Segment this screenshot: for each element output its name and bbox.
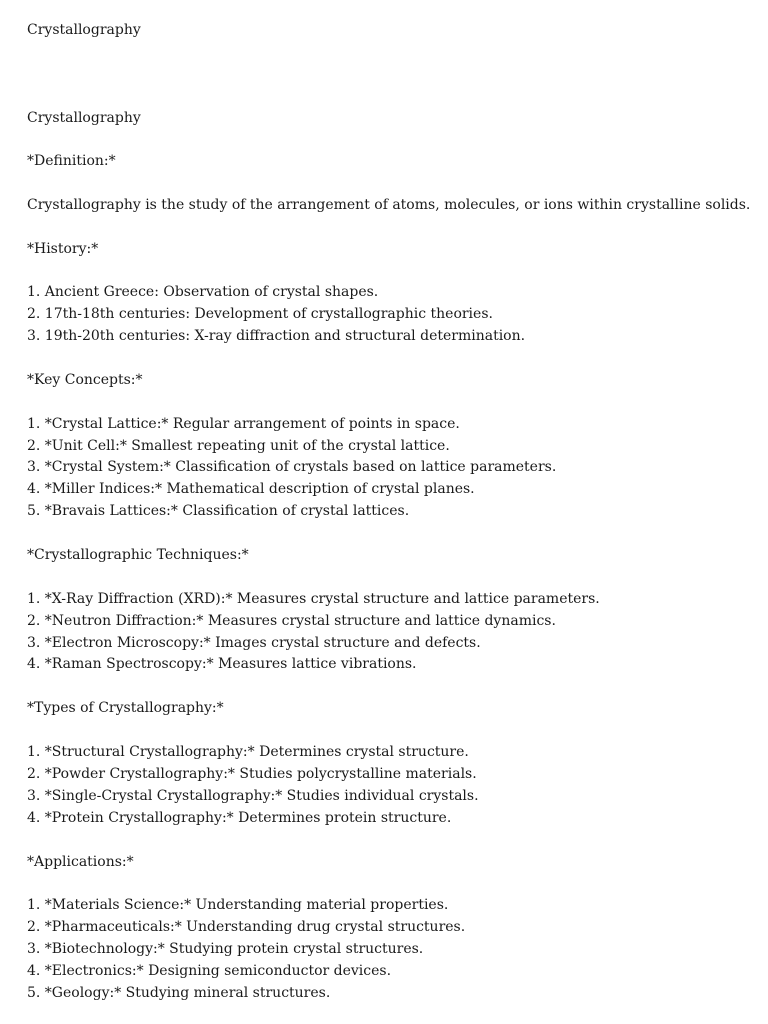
techniques-heading: *Crystallographic Techniques:* [27,547,249,564]
list-item: 3. *Electron Microscopy:* Images crystal structure and defects. [27,634,481,651]
spacer [27,173,747,195]
document-body [27,151,751,1005]
list-item: 4. *Raman Spectroscopy:* Measures lattice vibrations. [27,656,417,673]
spacer [27,676,747,698]
list-item: 2. *Powder Crystallography:* Studies polycrystalline materials. [27,765,477,782]
list-item: 4. *Miller Indices:* Mathematical description of crystal planes. [27,481,475,498]
list-item: 1. *Materials Science:* Understanding material properties. [27,897,449,914]
list-item: 5. *Geology:* Studying mineral structures. [27,984,331,1001]
spacer [27,830,747,852]
list-item: 3. *Single-Crystal Crystallography:* Studies individual crystals. [27,787,479,804]
list-item: 4. *Protein Crystallography:* Determines protein structure. [27,809,452,826]
spacer [27,567,747,589]
list-item: 2. *Pharmaceuticals:* Understanding drug crystal structures. [27,919,466,936]
spacer [27,392,747,414]
techniques-list [27,589,747,677]
list-item: 4. *Electronics:* Designing semiconductor devices. [27,962,392,979]
history-heading: *History:* [27,240,99,257]
list-item: 3. 19th-20th centuries: X-ray diffraction and structural determination. [27,328,526,345]
list-item: 3. *Crystal System:* Classification of crystals based on lattice parameters. [27,459,557,476]
list-item: 5. *Bravais Lattices:* Classification of crystal lattices. [27,503,410,520]
list-item: 1. *Crystal Lattice:* Regular arrangement of points in space. [27,415,460,432]
list-item: 3. *Biotechnology:* Studying protein crystal structures. [27,941,424,958]
spacer [27,260,747,282]
applications-heading: *Applications:* [27,853,134,870]
types-list [27,742,747,830]
key-concepts-list [27,414,747,523]
definition-heading: *Definition:* [27,153,116,169]
definition-text: Crystallography is the study of the arrangement of atoms, molecules, or ions within crystalline solids. [27,196,751,213]
key-concepts-heading: *Key Concepts:* [27,371,143,388]
list-item: 1. Ancient Greece: Observation of crystal shapes. [27,284,379,301]
list-item: 2. *Neutron Diffraction:* Measures crystal structure and lattice dynamics. [27,612,556,629]
spacer [27,720,747,742]
types-heading: *Types of Crystallography:* [27,700,224,717]
spacer [27,217,747,239]
list-item: 1. *Structural Crystallography:* Determines crystal structure. [27,744,469,761]
list-item: 2. *Unit Cell:* Smallest repeating unit of the crystal lattice. [27,437,450,454]
spacer [27,523,747,545]
list-item: 1. *X-Ray Diffraction (XRD):* Measures crystal structure and lattice parameters. [27,590,600,607]
spacer [27,348,747,370]
document-header: Crystallography [27,22,141,38]
list-item: 2. 17th-18th centuries: Development of crystallographic theories. [27,306,493,323]
document-title: Crystallography [27,110,141,126]
spacer [27,873,747,895]
applications-list [27,895,747,1004]
history-list [27,282,747,348]
